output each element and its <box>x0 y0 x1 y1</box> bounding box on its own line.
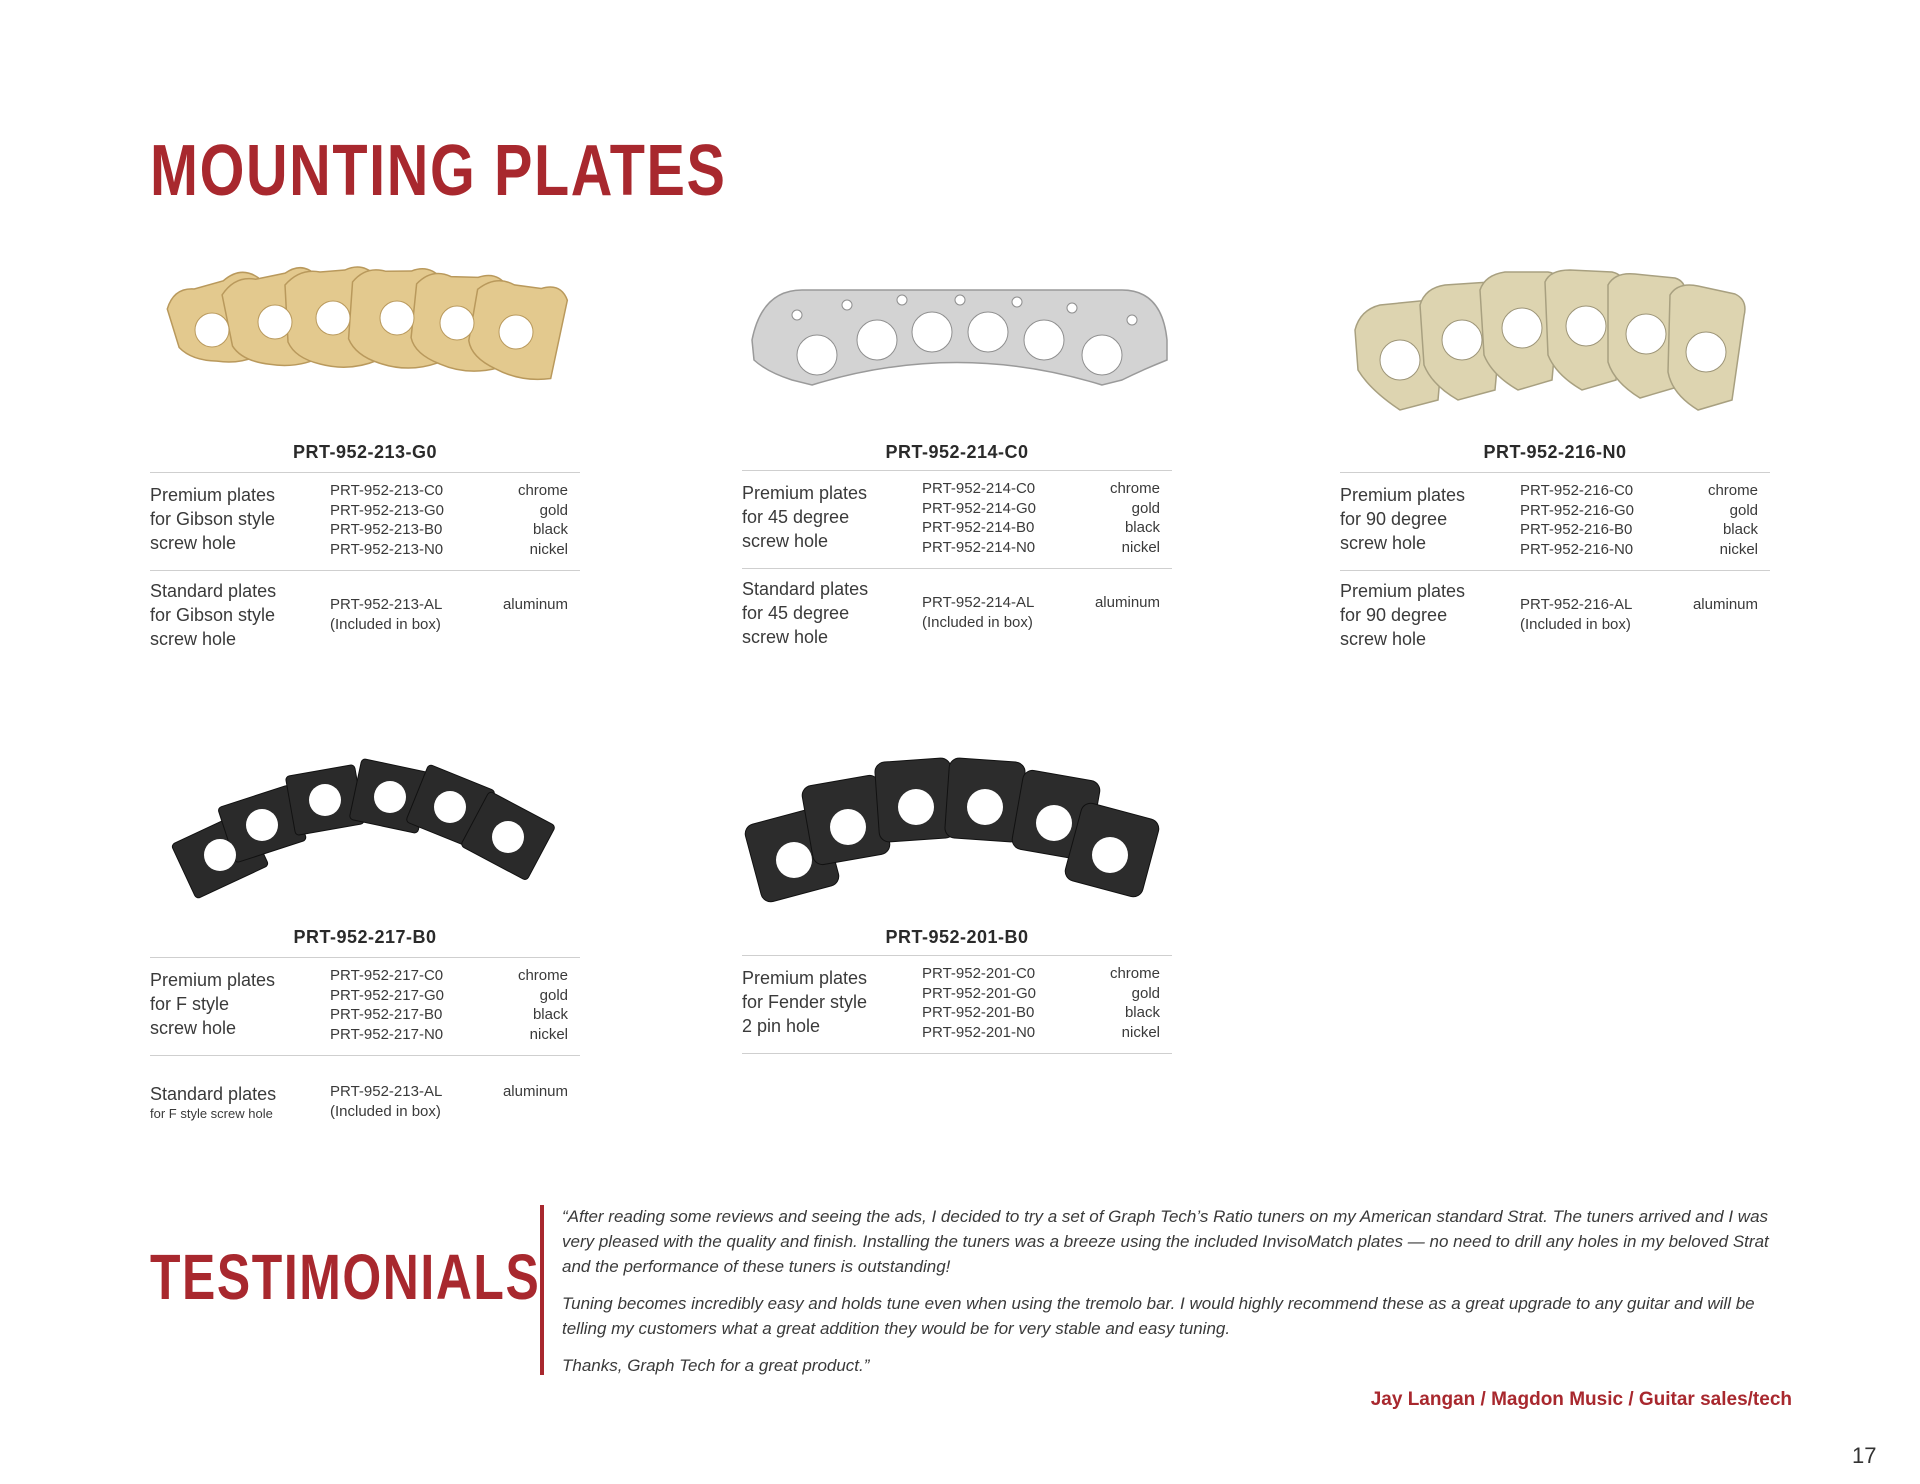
spec-description: Standard plates for 45 degree screw hole <box>742 579 869 647</box>
spec-table <box>742 955 1172 1054</box>
part-numbers: PRT-952-214-C0 PRT-952-214-G0 PRT-952-214-B0 PRT-952-214-N0 <box>922 480 1036 556</box>
finish-names: chrome gold black nickel <box>517 967 568 1043</box>
part-numbers: PRT-952-213-AL (Included in box) <box>330 1083 443 1120</box>
finish-names: aluminum <box>502 1083 568 1100</box>
spec-row <box>742 956 1172 1054</box>
part-numbers: PRT-952-213-C0 PRT-952-213-G0 PRT-952-213-B0 PRT-952-213-N0 <box>330 482 444 558</box>
spec-description: Premium plates for 45 degree screw hole <box>742 483 868 551</box>
quote-paragraph: “After reading some reviews and seeing the ads, I decided to try a set of Graph Tech’s Ratio tuners on my American standard Strat. The tuners arrived and I was very pleased with the quality and finish. Installing the tuners was a breeze using the included InvisoMatch plates — no need to drill any holes in my beloved Strat and the performance of these tuners is outstanding! <box>562 1207 1769 1276</box>
testimonial-quote <box>562 1204 1792 1390</box>
finish-names: chrome gold black nickel <box>1109 480 1160 556</box>
chrome-mounting-plates-image <box>742 260 1172 430</box>
spec-row <box>150 571 580 661</box>
nickel-mounting-plates-image <box>1340 260 1770 430</box>
model-number: PRT-952-213-G0 <box>292 442 438 462</box>
testimonials-title: TESTIMONIALS <box>150 1241 541 1313</box>
black-fender-style-plates-image <box>742 745 1172 915</box>
page-number: 17 <box>1852 1443 1877 1468</box>
spec-row <box>150 1056 580 1126</box>
quote-paragraph: Tuning becomes incredibly easy and holds tune even when using the tremolo bar. I would highly recommend these as a great upgrade to any guitar and will be telling my customers what a great addition they would be for very stable and easy tuning. <box>562 1294 1755 1338</box>
spec-row <box>1340 571 1770 661</box>
part-numbers: PRT-952-216-AL (Included in box) <box>1520 596 1633 633</box>
finish-names: aluminum <box>1094 594 1160 611</box>
part-numbers: PRT-952-217-C0 PRT-952-217-G0 PRT-952-217-B0 PRT-952-217-N0 <box>330 967 444 1043</box>
spec-description: Standard plates for F style screw hole <box>150 1084 277 1121</box>
finish-names: chrome gold black nickel <box>517 482 568 558</box>
spec-table <box>742 470 1172 659</box>
finish-names: chrome gold black nickel <box>1109 965 1160 1041</box>
spec-row <box>150 958 580 1056</box>
black-f-style-plates-image <box>150 745 580 915</box>
finish-names: aluminum <box>502 596 568 613</box>
spec-table <box>150 957 580 1126</box>
model-number: PRT-952-214-C0 <box>885 442 1029 462</box>
product-card <box>1340 260 1770 660</box>
quote-paragraph: Thanks, Graph Tech for a great product.” <box>562 1356 870 1375</box>
spec-row <box>742 471 1172 569</box>
spec-row <box>742 569 1172 659</box>
spec-description: Premium plates for 90 degree screw hole <box>1340 581 1466 649</box>
spec-description: Premium plates for F style screw hole <box>150 970 276 1038</box>
part-numbers: PRT-952-214-AL (Included in box) <box>922 594 1035 631</box>
testimonial-attribution: Jay Langan / Magdon Music / Guitar sales/tech <box>1370 1389 1792 1410</box>
spec-table <box>150 472 580 661</box>
part-numbers: PRT-952-201-C0 PRT-952-201-G0 PRT-952-201-B0 PRT-952-201-N0 <box>922 965 1036 1041</box>
product-card <box>150 745 580 1125</box>
model-number: PRT-952-216-N0 <box>1483 442 1627 462</box>
model-number: PRT-952-201-B0 <box>885 927 1029 947</box>
quote-accent-bar <box>540 1205 544 1375</box>
spec-row <box>1340 473 1770 571</box>
product-card <box>742 260 1172 660</box>
model-number: PRT-952-217-B0 <box>293 927 437 947</box>
spec-table <box>1340 472 1770 661</box>
spec-row <box>150 473 580 571</box>
page-title: MOUNTING PLATES <box>150 131 727 211</box>
spec-description: Premium plates for Fender style 2 pin hole <box>742 968 868 1036</box>
spec-description: Premium plates for 90 degree screw hole <box>1340 485 1466 553</box>
product-card <box>742 745 1172 1065</box>
product-card <box>150 260 580 660</box>
gold-mounting-plates-image <box>150 260 580 430</box>
part-numbers: PRT-952-213-AL (Included in box) <box>330 596 443 633</box>
part-numbers: PRT-952-216-C0 PRT-952-216-G0 PRT-952-216-B0 PRT-952-216-N0 <box>1520 482 1634 558</box>
finish-names: chrome gold black nickel <box>1707 482 1758 558</box>
spec-description: Premium plates for Gibson style screw hole <box>150 485 276 553</box>
finish-names: aluminum <box>1692 596 1758 613</box>
spec-description: Standard plates for Gibson style screw hole <box>150 581 277 649</box>
